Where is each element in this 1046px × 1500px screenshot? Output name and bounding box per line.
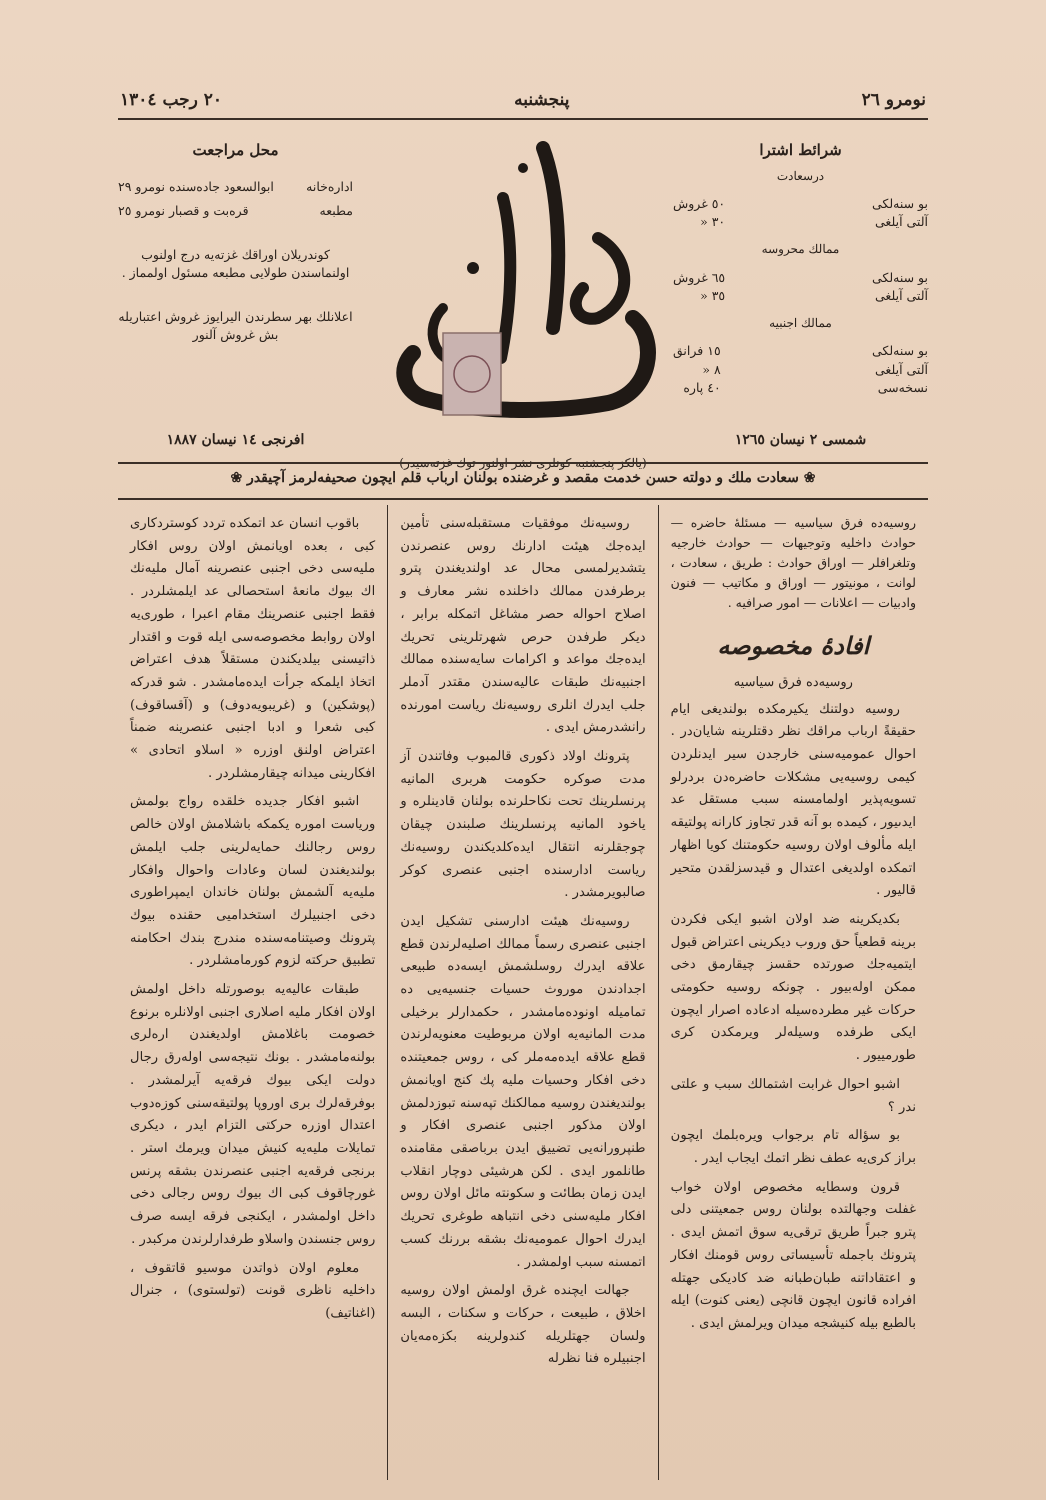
paragraph: اشبو افكار جديده خلقده رواج بولمش ورياست اموره يكمكه باشلامش اولان خالص روس رجالنك حمايه‌لرينى جلب ايلمش بولنديغندن لسان وعادات واحوال وافكار مليه‌يه آلشمش بولنان خاندان ايمپراطورى دخى اجنبيلرك استخداميى حقنده بيوك پترونك وصيتنامه‌سنده مندرج بندك احكامنه تطبيق حركته لزوم كورمامشلردر . [130,794,376,969]
paragraph: قرون وسطايه مخصوص اولان خواب غفلت وجهالتده بولنان روس جمعيتنى دلى پترو جبراً طريق ترقى‌يه سوق اتمش ايدى . پترونك باجمله تأسيساتى روس قومنك افكار و اعتقاداتنه طبان‌طبانه ضد كاديكى جهتله افراده قانون ايچون قانچى (يعنى كنوت) ايله بالطبع بيله كنيشجه ميدان ويرلمش ايدى . [670,1179,916,1331]
motto-rule [118,498,928,500]
paragraph: بكديكرينه ضد اولان اشبو ايكى فكردن برينه قطعياً حق وروب ديكرينى اعتراض قبول ايتميه‌جك صورتده حقسز چيقارمق دخى ممكن اوله‌بيور . چونكه روسيه حكومتى حركات غير مطرده‌سيله ادعاده اصرار ايچون ايكى طرفده وسيله‌لر ويرمكدن كرى طورمييور . [670,911,916,1064]
price-label: بو سنه‌لكى [872,269,928,285]
contact-row [118,178,353,196]
article-columns [118,505,928,1480]
section-title: افادهٔ مخصوصه [717,631,870,660]
contact-value: قره‌بت و قصبار نومرو ٢٥ [118,202,249,218]
paragraph: روسيه‌نك هيئت ادارسنى تشكيل ايدن اجنبى عنصرى رسماً ممالك اصليه‌لرندن قطع علاقه ايدرك روسلشمش ايسه‌ده طبيعى اجدادندن موروث حسيات جنسيه‌يى ده تماميله اونوده‌مامشدر ، حكمدارلر برخيلى مدت المانيه‌يه اولان مربوطيت معنويه‌لرندن قطع علاقه ايده‌مه‌ملر كى ، روس جمعيتنده دخى افكار وحسيات مليه پك كنج اويانمش بولنديغندن روسيه ممالكنك تپه‌سنه تبوزدلمش اولان مذكور اجنبى عنصرى افكار و طنپرورانه‌يى تضييق ايدن برباصقى مقامنده طانلمور ايدى . لكن هرشيئى دوچار انقلاب ايدن زمان بطائت و سكونته مائل اولان روس افكار مليه‌سنى دخى انتباهه طوغرى تحريك ايدرك احوال عموميه‌نك بشقه بررنك كسب اتمسنه سبب اولمشدر . [400,913,646,1270]
paragraph: جهالت ايچنده غرق اولمش اولان روسيه اخلاق ، طبيعت ، حركات و سكنات ، البسه ولسان جهتلريله كندولرينه بكزه‌مه‌يان اجنبيلره فنا نظرله [400,1283,646,1367]
contact-row [118,202,353,220]
section-heading [671,625,916,695]
region-name: درسعادت [776,168,825,183]
price-grid [673,195,928,231]
column-1 [659,505,928,1480]
subscription-title: شرائط اشترا [759,141,842,159]
paragraph: بو سؤاله تام برجواب ويره‌بلمك ايچون براز كرى‌يه عطف نظر اتمك ايجاب ايدر . [670,1128,916,1166]
price-value: ٦٥ غروش [673,269,726,285]
column-3 [118,505,388,1480]
price-label: آلتى آيلغى [875,214,928,230]
issue-number: نومرو ٢٦ [861,90,926,110]
contact-value: ابوالسعود جاده‌سنده نومرو ٢٩ [118,178,274,194]
advert-note: اعلانلك بهر سطرندن اليرايوز غروش اعتباريله بش غروش آلنور [118,309,353,343]
paragraph: روسيه دولتنك يكيرمكده بولنديغى ايام حقيقةً ارباب مراقك نظر دقتلرينه شايان‌در . احوال عموميه‌سنى خارجدن سير ايدنلردن كيمى روسيه‌يى مشكلات حاضره‌دن بردرلو تسويه‌پذير اولمامسنه سبب مستقل عد ايدىيور ، كيمده بو آنه قدر تجاوز كارانه پولتيقه ايله مألوف اولان روسيه حكومتنك كويا اظهار اتمكده اولديغى اعتدال و قيدسزلقدن متحير قاليور . [670,701,916,899]
postage-stamp [443,333,501,415]
price-label: بو سنه‌لكى [872,343,928,359]
top-line [120,90,926,110]
subscription-block [673,140,928,460]
column-2 [388,505,658,1480]
contact-title: محل مراجعت [192,141,279,159]
price-label: آلتى آيلغى [875,287,928,303]
masthead [383,128,663,470]
contact-label: مطبعه [319,202,353,218]
price-value: ٤٠ پاره [683,379,721,395]
paragraph: معلوم اولان ذواتدن موسيو قاتقوف ، داخليه ناظرى قونت (تولستوى) ، جنرال (اغناتيف) [130,1260,376,1321]
gregorian-date: افرنجى ١٤ نيسان ١٨٨٧ [166,431,305,448]
price-grid [673,269,928,305]
day-of-week: پنجشنبه [514,90,570,110]
price-label: بو سنه‌لكى [872,196,928,212]
price-value: ٣٠ « [700,214,726,230]
price-value: ٨ « [702,361,721,377]
price-value: ٣٥ « [700,287,726,303]
paragraph: باقوب انسان عد اتمكده تردد كوستردكارى كبى ، بعده اويانمش اولان روس افكار مليه‌سى دخى اجنبى عنصرينه آمال مليه‌نك اك بيوك مانعهٔ استحصالى عد ايلمشلردر . فقط اجنبى عنصرينك مقام اعبرا ، طورى‌يه اولان روابط مخصوصه‌سى ايله قوت و اقتدار ذاتيسنى بيلديكندن مستقلاً هدف اعتراض اتخاذ ايلمكه جرأت ايده‌مامشدر . شو قدركه (پوشكين) و (غريبويه‌دوف) و (آقساقوف) كبى شعرا و ادبا اجنبى عنصرينه ضمناً اعتراض اولنق اوزره « اسلاو اتحادى » افكارينى ميدانه چيقارمشلردر . [130,516,376,781]
paragraph: پترونك اولاد ذكورى قالمبوب وفاتندن آز مدت صوكره حكومت هربرى المانيه پرنسلرينك تحت نكاحلرنده بولنان قادينلره و ياخود المانيه پرنسلرينك صلبندن چيقان چوجقلرنه انتقال ايده‌كلديكندن روسيه‌نك رياست ادارسنده اجنبى عنصرى كوكر صالبويرمشدر . [400,749,646,901]
region-name: ممالك محروسه [761,242,840,257]
price-grid [673,342,928,396]
paragraph: طبقات عاليه‌يه بوصورتله داخل اولمش اولان افكار مليه اصلارى اجنبى اولانلره برنوع خصومت باغلامش اولديغندن اره‌لرى بولنه‌مامشدر . بونك نتيجه‌سى اوله‌رق رجال دولت ايكى بيوك فرقه‌يه آيرلمشدر . بوفرقه‌لرك برى اوروپا پولتيقه‌سنى كوزه‌دوب اعتدال اوزره حركتى التزام ايدر ، ديكرى تمايلات مليه‌يه كنيش ميدان ويرمك استر . برنجى فرقه‌يه اجنبى عنصرندن بشقه پرنس غورچاقوف كبى اك بيوك روس رجالى دخى داخل اولمشدر ، ايكنجى فرقه ايسه صرف روس جنسندن واسلاو طرفدارلرندن مركبدر . [130,982,376,1247]
hijri-date: ٢٠ رجب ١٣٠٤ [120,90,223,110]
table-of-contents: روسيه‌ده فرق سياسيه — مسئلهٔ حاضره — حوادث داخليه وتوجيهات — حوادث خارجيه وتلغرافلر — اوراق حوادث : طريق ، سعادت ، لوانت ، مونيتور — اوراق و مكاتيب — فنون وادبيات — اعلانات — امور صرافيه . [670,515,916,610]
top-rule [118,118,928,120]
price-label: آلتى آيلغى [875,361,928,377]
contact-label: اداره‌خانه [306,178,353,194]
price-value: ١٥ فرانق [673,343,721,359]
section-subtitle: روسيه‌ده فرق سياسيه [733,675,853,691]
motto: ❀ سعادت ملك و دولته حسن خدمت مقصد و غرضنده بولنان ارباب قلم ايچون صحيفه‌لرمز آچيقدر ❀ [230,470,816,486]
region-name: ممالك اجنبيه [769,316,832,331]
paragraph: روسيه‌نك موفقيات مستقبله‌سنى تأمين ايده‌جك هيئت ادارنك روس عنصرندن يتشديرلمسى محال عد اولنديغندن پترو برطرفدن ممالك داخلنده نشر معارف و اصلاح احواله حصر مشاغل اتمكله برابر ، ديكر طرفدن حرص شهرتلرينى تحريك ايده‌جك مواعد و اكرامات سايه‌سنده ممالك اجنبيه‌نك طبقات عاليه‌سندن مقتدر آدملر جلب ايدرك انلرى روسيه‌نك رياست امورنده رانشدرمش ايدى . [400,516,646,736]
rumi-date: شمسى ٢ نيسان ١٢٦٥ [734,431,867,448]
paragraph: اشبو احوال غرابت اشتمالك سبب و علتى ندر ؟ [670,1076,916,1115]
masthead-subtitle: (يالكز پنجشنبه كونلرى نشر اولنور توك غزته‌سيدر) [399,456,647,470]
price-label: نسخه‌سى [877,379,928,395]
price-value: ٥٠ غروش [673,196,726,212]
contact-block [118,140,353,460]
editorial-note: كوندريلان اوراقك غزته‌يه درج اولنوب اولنماسندن طولايى مطبعه مسئول اولمماز . [121,247,350,281]
masthead-rule [118,462,928,464]
masthead-calligraphy [383,128,663,428]
